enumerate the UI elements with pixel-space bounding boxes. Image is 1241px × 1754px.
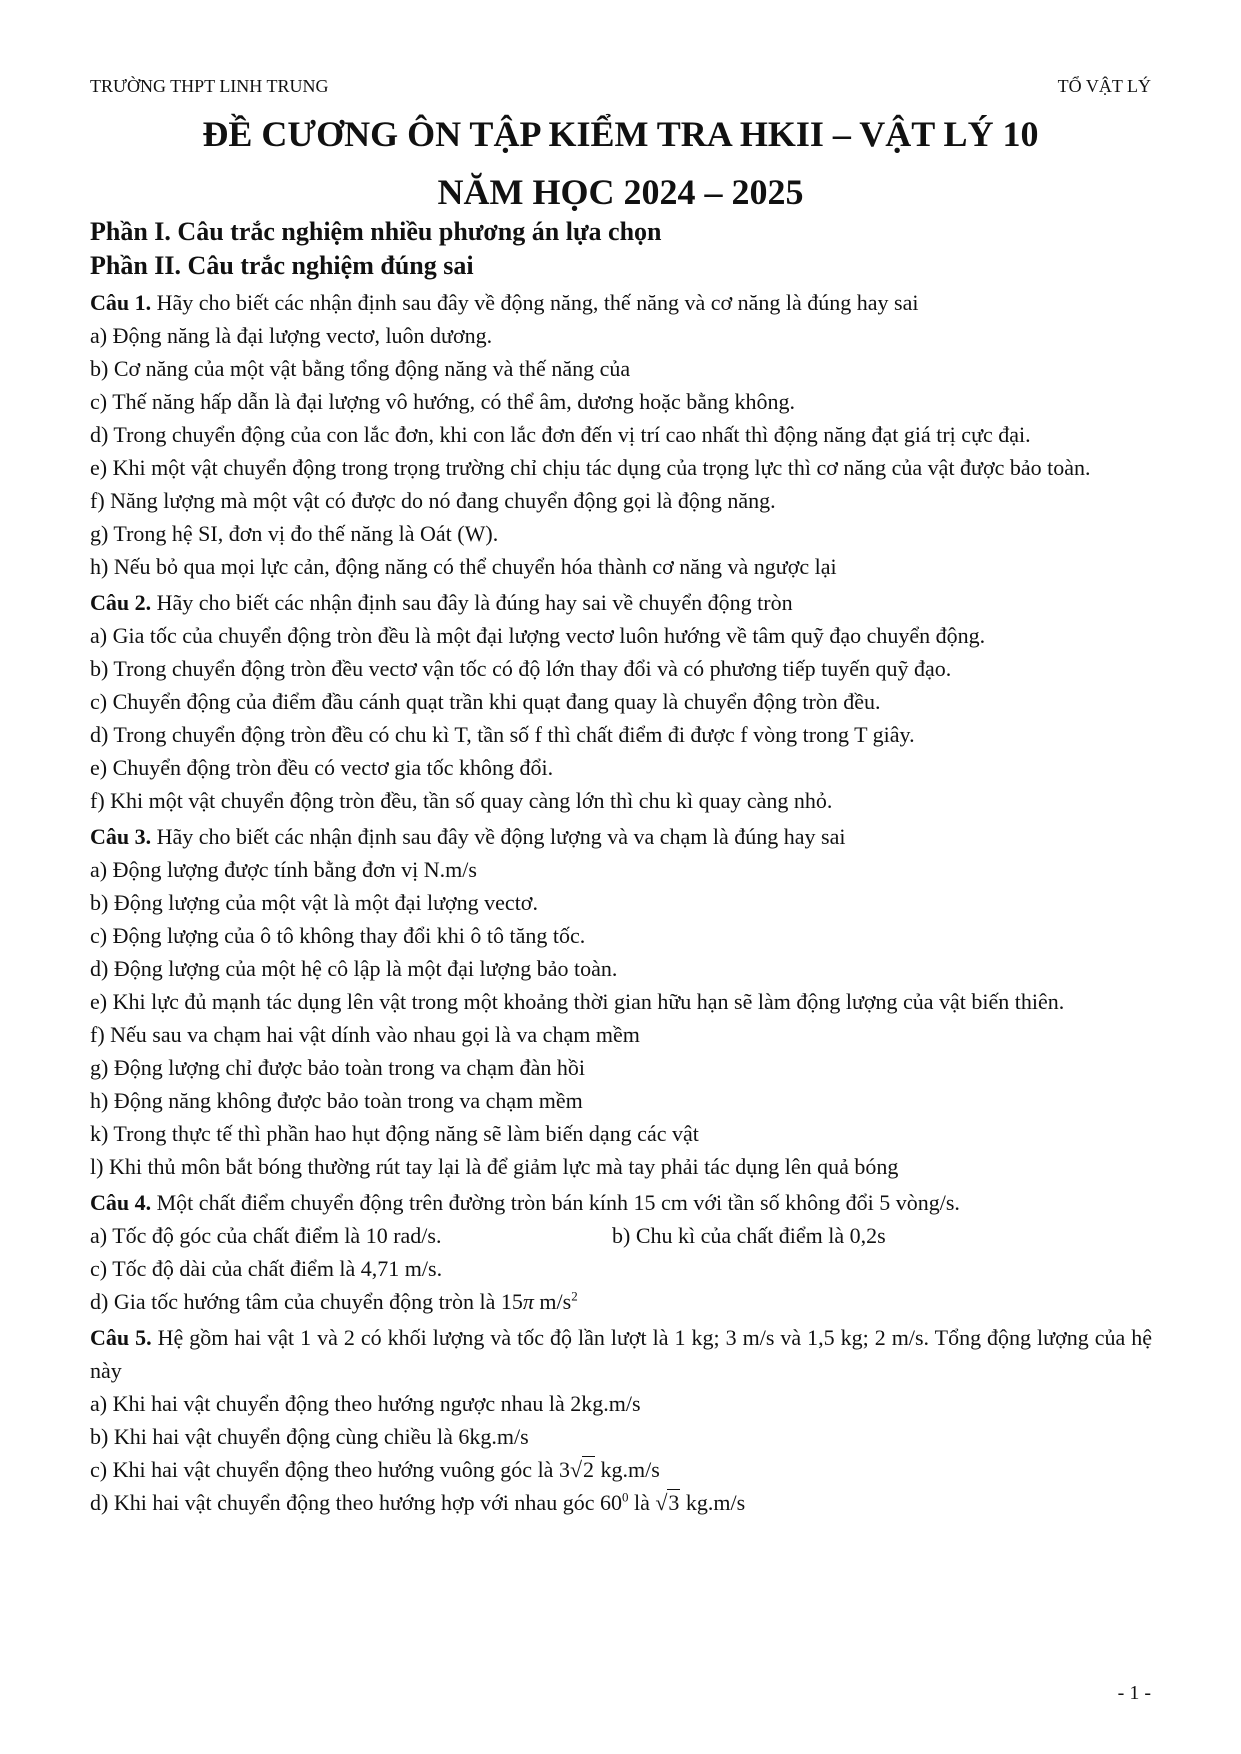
option: a) Động năng là đại lượng vectơ, luôn dương. xyxy=(90,323,493,348)
option: b) Trong chuyển động tròn đều vectơ vận tốc có độ lớn thay đổi và có phương tiếp tuyến quỹ đạo. xyxy=(90,656,952,681)
part-2-heading: Phần II. Câu trắc nghiệm đúng sai xyxy=(90,251,474,280)
option xyxy=(90,1453,1152,1486)
superscript: 2 xyxy=(571,1288,578,1304)
option-text: d) Gia tốc hướng tâm của chuyển động tròn là 15 xyxy=(90,1289,523,1314)
option-text: là xyxy=(628,1490,656,1515)
option: f) Khi một vật chuyển động tròn đều, tần số quay càng lớn thì chu kì quay càng nhỏ. xyxy=(90,788,833,813)
option: b) Cơ năng của một vật bằng tổng động năng và thế năng của xyxy=(90,356,631,381)
option: c) Chuyển động của điểm đầu cánh quạt trần khi quạt đang quay là chuyển động tròn đều. xyxy=(90,689,881,714)
unit-text: kg.m/s xyxy=(595,1457,660,1482)
option xyxy=(90,1285,1152,1318)
question-label: Câu 5. xyxy=(90,1325,152,1350)
school-name: TRƯỜNG THPT LINH TRUNG xyxy=(90,76,329,96)
option: d) Trong chuyển động tròn đều có chu kì T, tần số f thì chất điểm đi được f vòng trong T giây. xyxy=(90,722,915,747)
option: h) Động năng không được bảo toàn trong va chạm mềm xyxy=(90,1088,583,1113)
option: k) Trong thực tế thì phần hao hụt động năng sẽ làm biến dạng các vật xyxy=(90,1121,699,1146)
question-text: Một chất điểm chuyển động trên đường tròn bán kính 15 cm với tần số không đổi 5 vòng/s. xyxy=(151,1190,960,1215)
question-text: Hệ gồm hai vật 1 và 2 có khối lượng và tốc độ lần lượt là 1 kg; 3 m/s và 1,5 kg; 2 m/s. Tổng động lượng của hệ này xyxy=(90,1325,1153,1383)
option: a) Tốc độ góc của chất điểm là 10 rad/s. xyxy=(90,1223,442,1248)
option: b) Khi hai vật chuyển động cùng chiều là 6kg.m/s xyxy=(90,1424,529,1449)
option: f) Năng lượng mà một vật có được do nó đang chuyển động gọi là động năng. xyxy=(90,488,776,513)
option: a) Khi hai vật chuyển động theo hướng ngược nhau là 2kg.m/s xyxy=(90,1391,641,1416)
option: f) Nếu sau va chạm hai vật dính vào nhau gọi là va chạm mềm xyxy=(90,1022,640,1047)
option: g) Động lượng chỉ được bảo toàn trong va chạm đàn hồi xyxy=(90,1055,585,1080)
option: a) Động lượng được tính bằng đơn vị N.m/s xyxy=(90,857,477,882)
question-label: Câu 2. xyxy=(90,590,152,615)
option: c) Động lượng của ô tô không thay đổi khi ô tô tăng tốc. xyxy=(90,923,586,948)
option: g) Trong hệ SI, đơn vị đo thế năng là Oát (W). xyxy=(90,521,499,546)
question-3 xyxy=(90,820,1152,853)
question-label: Câu 3. xyxy=(90,824,152,849)
radical-sign-icon: √ xyxy=(569,1457,583,1482)
option: l) Khi thủ môn bắt bóng thường rút tay lại là để giảm lực mà tay phải tác dụng lên quả bóng xyxy=(90,1154,899,1179)
option: e) Khi lực đủ mạnh tác dụng lên vật trong một khoảng thời gian hữu hạn sẽ làm động lượng của vật biến thiên. xyxy=(90,989,1065,1014)
option: h) Nếu bỏ qua mọi lực cản, động năng có thể chuyển hóa thành cơ năng và ngược lại xyxy=(90,554,837,579)
page-number: - 1 - xyxy=(1117,1682,1151,1704)
option: d) Động lượng của một hệ cô lập là một đại lượng bảo toàn. xyxy=(90,956,618,981)
question-text: Hãy cho biết các nhận định sau đây về động năng, thế năng và cơ năng là đúng hay sai xyxy=(151,290,919,315)
option xyxy=(90,1486,1152,1519)
pi-symbol: π xyxy=(522,1289,534,1314)
option: e) Khi một vật chuyển động trong trọng trường chỉ chịu tác dụng của trọng lực thì cơ năng của vật được bảo toàn. xyxy=(90,455,1091,480)
option: c) Thế năng hấp dẫn là đại lượng vô hướng, có thể âm, dương hoặc bằng không. xyxy=(90,389,796,414)
part-1-heading: Phần I. Câu trắc nghiệm nhiều phương án lựa chọn xyxy=(90,217,662,246)
superscript: 0 xyxy=(621,1489,629,1505)
option-text: c) Khi hai vật chuyển động theo hướng vuông góc là 3 xyxy=(90,1457,570,1482)
option: b) Động lượng của một vật là một đại lượng vectơ. xyxy=(90,890,538,915)
question-5 xyxy=(90,1321,1152,1387)
question-label: Câu 4. xyxy=(90,1190,152,1215)
unit-text: kg.m/s xyxy=(680,1490,746,1515)
question-label: Câu 1. xyxy=(90,290,152,315)
option: c) Tốc độ dài của chất điểm là 4,71 m/s. xyxy=(90,1256,443,1281)
radicand: 3 xyxy=(668,1490,680,1515)
questions xyxy=(90,286,1152,1519)
question-1 xyxy=(90,286,1152,319)
radicand: 2 xyxy=(583,1457,595,1482)
radical-sign-icon: √ xyxy=(655,1490,668,1515)
option: e) Chuyển động tròn đều có vectơ gia tốc không đổi. xyxy=(90,755,554,780)
option: a) Gia tốc của chuyển động tròn đều là một đại lượng vectơ luôn hướng về tâm quỹ đạo chuyển động. xyxy=(90,623,986,648)
document-title: ĐỀ CƯƠNG ÔN TẬP KIỂM TRA HKII – VẬT LÝ 10 xyxy=(202,114,1039,154)
square-root xyxy=(570,1453,595,1486)
question-text: Hãy cho biết các nhận định sau đây là đúng hay sai về chuyển động tròn xyxy=(151,590,793,615)
option: b) Chu kì của chất điểm là 0,2s xyxy=(612,1223,886,1248)
unit-text: m/s xyxy=(533,1289,572,1314)
question-text: Hãy cho biết các nhận định sau đây về động lượng và va chạm là đúng hay sai xyxy=(151,824,846,849)
department-name: TỔ VẬT LÝ xyxy=(1057,76,1151,96)
option-row xyxy=(90,1219,1152,1252)
option: d) Trong chuyển động của con lắc đơn, khi con lắc đơn đến vị trí cao nhất thì động năng đạt giá trị cực đại. xyxy=(90,422,1031,447)
question-4 xyxy=(90,1186,1152,1219)
square-root xyxy=(655,1486,680,1519)
school-year: NĂM HỌC 2024 – 2025 xyxy=(437,172,804,212)
page-header xyxy=(90,76,1151,100)
option-text: d) Khi hai vật chuyển động theo hướng hợp với nhau góc 60 xyxy=(90,1490,622,1515)
question-2 xyxy=(90,586,1152,619)
